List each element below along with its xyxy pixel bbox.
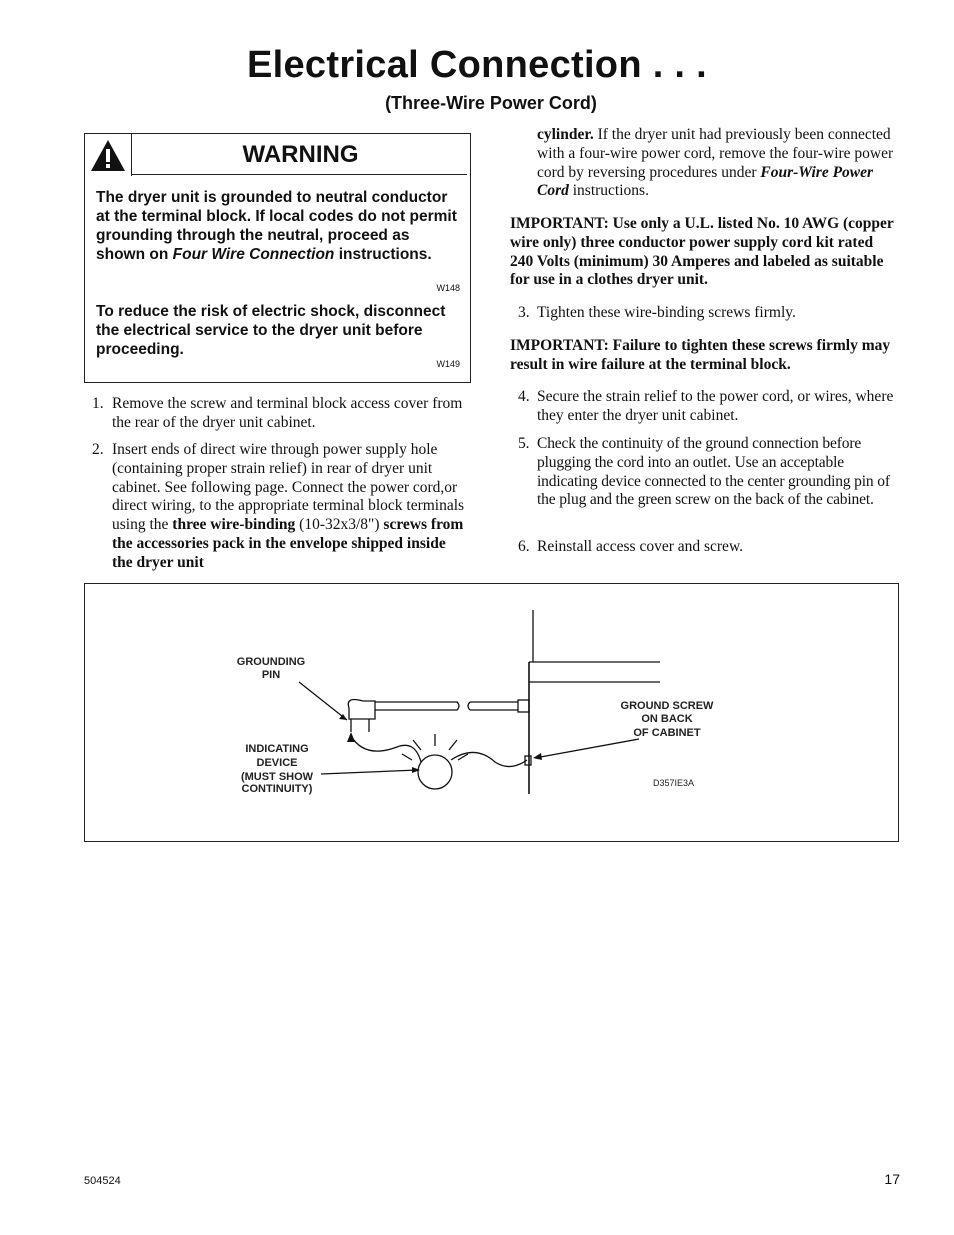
step-4-number: 4.: [518, 388, 530, 405]
label-grounding-line2: PIN: [261, 669, 281, 681]
step-2-text-b: (10-32x3/8"): [295, 516, 384, 534]
continuity-diagram: [85, 584, 897, 840]
indicator-bulb: [418, 755, 452, 789]
warning-divider: [131, 174, 467, 175]
warning-box: [84, 133, 471, 383]
page-number: 17: [884, 1171, 900, 1187]
step-1: [90, 395, 470, 433]
arrow-ground-screw: [533, 753, 542, 760]
label-screw-line1: GROUND SCREW: [620, 700, 714, 712]
step-6-number: 6.: [518, 538, 530, 555]
step-2-text-a: Insert ends of direct wire through power supply hole (containing proper strain relief) in rear of dryer unit cabinet. See following page. Connect the power cord,or direct wiring, to the appropriate terminal block terminals using the: [112, 441, 465, 534]
step-2-cont-text-a: If the dryer unit had previously been connected with a four-wire power cord, remove the four-wire power cord by reversing procedures under: [537, 126, 894, 181]
step-3-text: Tighten these wire-binding screws firmly.: [537, 304, 796, 321]
step-2-bold-b: screws from the accessories pack in the envelope shipped inside the dryer unit: [112, 516, 464, 571]
step-2-number: 2.: [92, 441, 104, 458]
label-screw-line3: OF CABINET: [633, 727, 701, 739]
step-1-text: Remove the screw and terminal block access cover from the rear of the dryer unit cabinet.: [112, 395, 463, 431]
step-2-cont-text-b: instructions.: [568, 182, 649, 200]
page-subtitle: (Three-Wire Power Cord): [385, 93, 597, 113]
step-2-cont-italic: Four-Wire Power Cord: [537, 163, 874, 200]
cord-segment-left: [375, 702, 459, 710]
step-2: [90, 441, 470, 573]
warning-para1-italic: Four Wire Connection: [172, 246, 335, 263]
step-5: [510, 435, 902, 510]
step-6: [510, 538, 900, 557]
page-title: Electrical Connection . . .: [247, 44, 707, 86]
plug-body: [348, 700, 375, 719]
step-4-text: Secure the strain relief to the power cord, or wires, where they enter the dryer unit cabinet.: [537, 388, 894, 424]
plug-pin-arrow: [347, 732, 355, 742]
step-2-text: [90, 441, 470, 573]
step-2-cont-bold: cylinder.: [537, 126, 594, 143]
step-5-text: Check the continuity of the ground connection before plugging the cord into an outlet. Use an acceptable indicating device connected to the center grounding pin of the plug and the green screw on the back of the cabinet.: [537, 435, 890, 509]
document-number: 504524: [84, 1175, 121, 1187]
leader-grounding-pin: [299, 682, 347, 720]
warning-triangle-icon: [85, 134, 131, 176]
step-2-continued: [537, 126, 899, 201]
label-indicating-line1: INDICATING: [245, 743, 309, 755]
warning-para1-text: The dryer unit is grounded to neutral conductor at the terminal block. If local codes do not permit grounding through the neutral, proceed as shown on: [96, 189, 457, 263]
warning-heading: WARNING: [242, 141, 359, 168]
warning-paragraph-1: [96, 188, 461, 264]
step-3: [510, 304, 900, 323]
test-wire-left: [351, 736, 421, 762]
figure-box: [84, 583, 899, 842]
label-indicating-line4: CONTINUITY): [241, 783, 313, 795]
warning-icon-cell: [85, 134, 132, 176]
step-4: [510, 388, 900, 426]
step-5-number: 5.: [518, 435, 530, 452]
step-3-number: 3.: [518, 304, 530, 321]
cord-strain-relief: [518, 700, 529, 712]
leader-ground-screw: [535, 739, 639, 758]
warning-para1-end: instructions.: [334, 246, 432, 263]
important-note-1: IMPORTANT: Use only a U.L. listed No. 10 AWG (copper wire only) three conductor power supply cord kit rated 240 Volts (minimum) 30 Amperes and labeled as suitable for use in a clothes dryer unit.: [510, 215, 894, 289]
label-grounding-line1: GROUNDING: [236, 656, 306, 668]
label-indicating-line2: DEVICE: [256, 757, 298, 769]
step-2-bold-a: three wire-binding: [172, 516, 296, 534]
step-1-number: 1.: [92, 395, 104, 412]
cord-segment-right: [468, 702, 518, 710]
figure-code: D357IE3A: [653, 778, 695, 788]
label-screw-line2: ON BACK: [641, 713, 693, 725]
warning-paragraph-2: To reduce the risk of electric shock, disconnect the electrical service to the dryer unit before proceeding.: [96, 303, 446, 358]
test-wire-right: [451, 752, 527, 766]
warning-code-2: W149: [436, 359, 460, 369]
step-6-text: Reinstall access cover and screw.: [537, 538, 744, 555]
important-note-2: IMPORTANT: Failure to tighten these screws firmly may result in wire failure at the terminal block.: [510, 337, 891, 373]
leader-indicating-device: [321, 770, 418, 774]
label-indicating-line3: (MUST SHOW: [240, 771, 314, 783]
warning-code-1: W148: [436, 283, 460, 293]
